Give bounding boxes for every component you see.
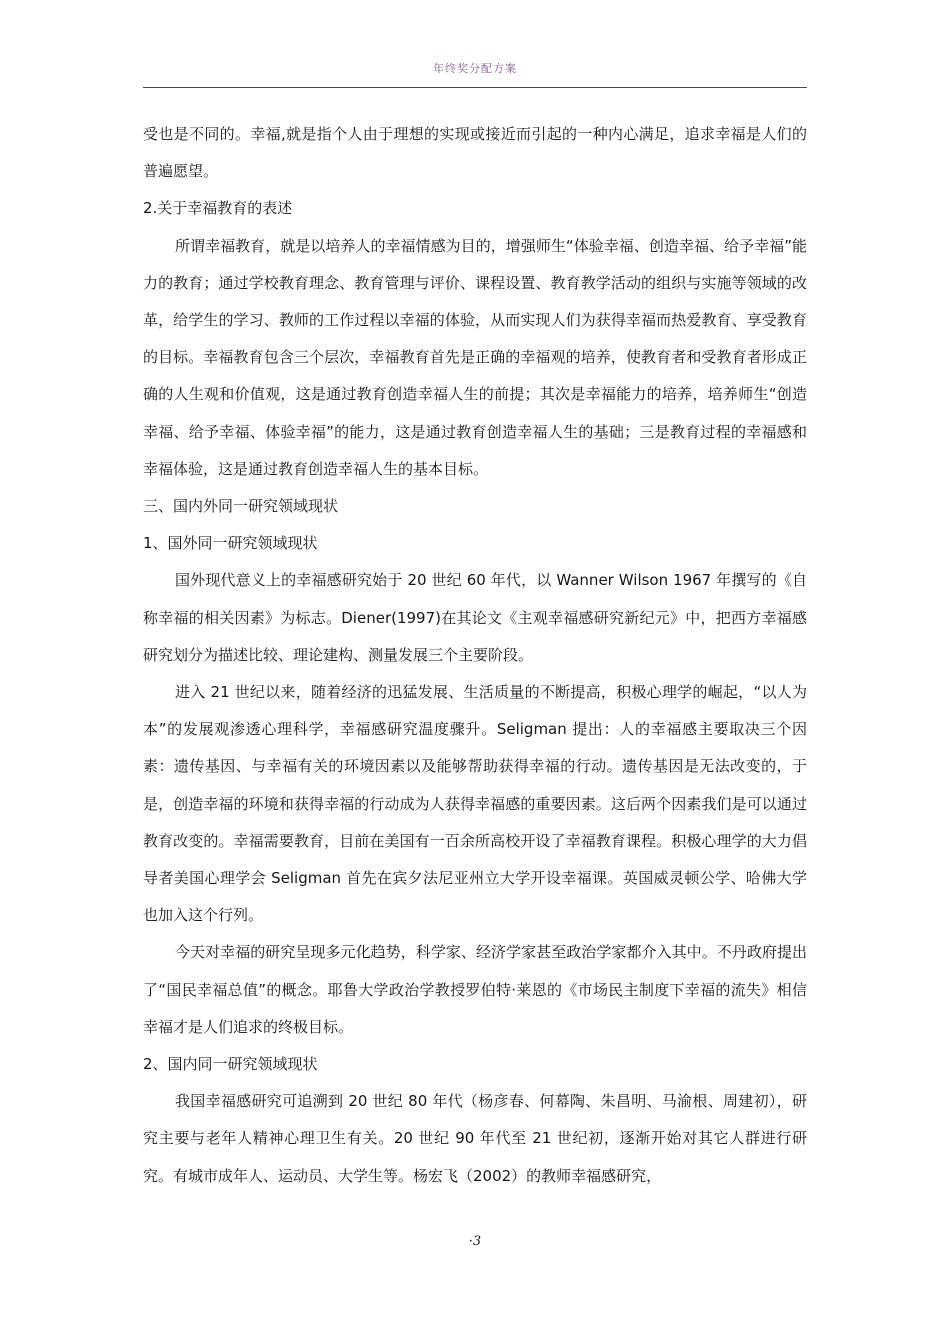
header-divider [143,87,807,88]
paragraph-foreign-research-diversity: 今天对幸福的研究呈现多元化趋势，科学家、经济学家甚至政治学家都介入其中。不丹政府提出了“国民幸福总值”的概念。耶鲁大学政治学教授罗伯特·莱恩的《市场民主制度下幸福的流失》相信幸福才是人们追求的终极目标。 [143,943,807,1036]
section-heading-happiness-education: 2.关于幸福教育的表述 [143,199,293,218]
document-body [143,116,807,1195]
page-header-title: 年终奖分配方案 [433,62,517,75]
page-number: ·3 [468,1234,482,1249]
paragraph-happiness-education-definition: 所谓幸福教育，就是以培养人的幸福情感为目的，增强师生“体验幸福、创造幸福、给予幸福”能力的教育；通过学校教育理念、教育管理与评价、课程设置、教育教学活动的组织与实施等领域的改革，给学生的学习、教师的工作过程以幸福的体验，从而实现人们为获得幸福而热爱教育、享受教育的目标。幸福教育包含三个层次，幸福教育首先是正确的幸福观的培养，使教育者和受教育者形成正确的人生观和价值观，这是通过教育创造幸福人生的前提；其次是幸福能力的培养，培养师生“创造幸福、给予幸福、体验幸福”的能力，这是通过教育创造幸福人生的基础；三是教育过程的幸福感和幸福体验，这是通过教育创造幸福人生的基本目标。 [143,236,807,478]
section-heading-research-status: 三、国内外同一研究领域现状 [143,497,339,516]
subsection-heading-foreign-research: 1、国外同一研究领域现状 [143,534,318,553]
paragraph-continuation: 受也是不同的。幸福,就是指个人由于理想的实现或接近而引起的一种内心满足，追求幸福是人们的普遍愿望。 [143,125,807,181]
paragraph-foreign-research-21st-century: 进入 21 世纪以来，随着经济的迅猛发展、生活质量的不断提高，积极心理学的崛起，“以人为本”的发展观渗透心理科学，幸福感研究温度骤升。Seligman 提出：人的幸福感主要取决三个因素：遗传基因、与幸福有关的环境因素以及能够帮助获得幸福的行动。遗传基因是无法改变的，于是，创造幸福的环境和获得幸福的行动成为人获得幸福感的重要因素。这后两个因素我们是可以通过教育改变的。幸福需要教育，目前在美国有一百余所高校开设了幸福教育课程。积极心理学的大力倡导者美国心理学会 Seligman 首先在宾夕法尼亚州立大学开设幸福课。英国威灵顿公学、哈佛大学也加入这个行列。 [143,683,807,925]
subsection-heading-domestic-research: 2、国内同一研究领域现状 [143,1055,318,1074]
paragraph-domestic-research: 我国幸福感研究可追溯到 20 世纪 80 年代（杨彦春、何幕陶、朱昌明、马渝根、周建初），研究主要与老年人精神心理卫生有关。20 世纪 90 年代至 21 世纪初，逐渐开始对其它人群进行研究。有城市成年人、运动员、大学生等。杨宏飞（2002）的教师幸福感研究， [143,1092,807,1185]
paragraph-foreign-research-origin: 国外现代意义上的幸福感研究始于 20 世纪 60 年代，以 Wanner Wilson 1967 年撰写的《自称幸福的相关因素》为标志。Diener(1997)在其论文《主观幸福感研究新纪元》中，把西方幸福感研究划分为描述比较、理论建构、测量发展三个主要阶段。 [143,571,807,664]
